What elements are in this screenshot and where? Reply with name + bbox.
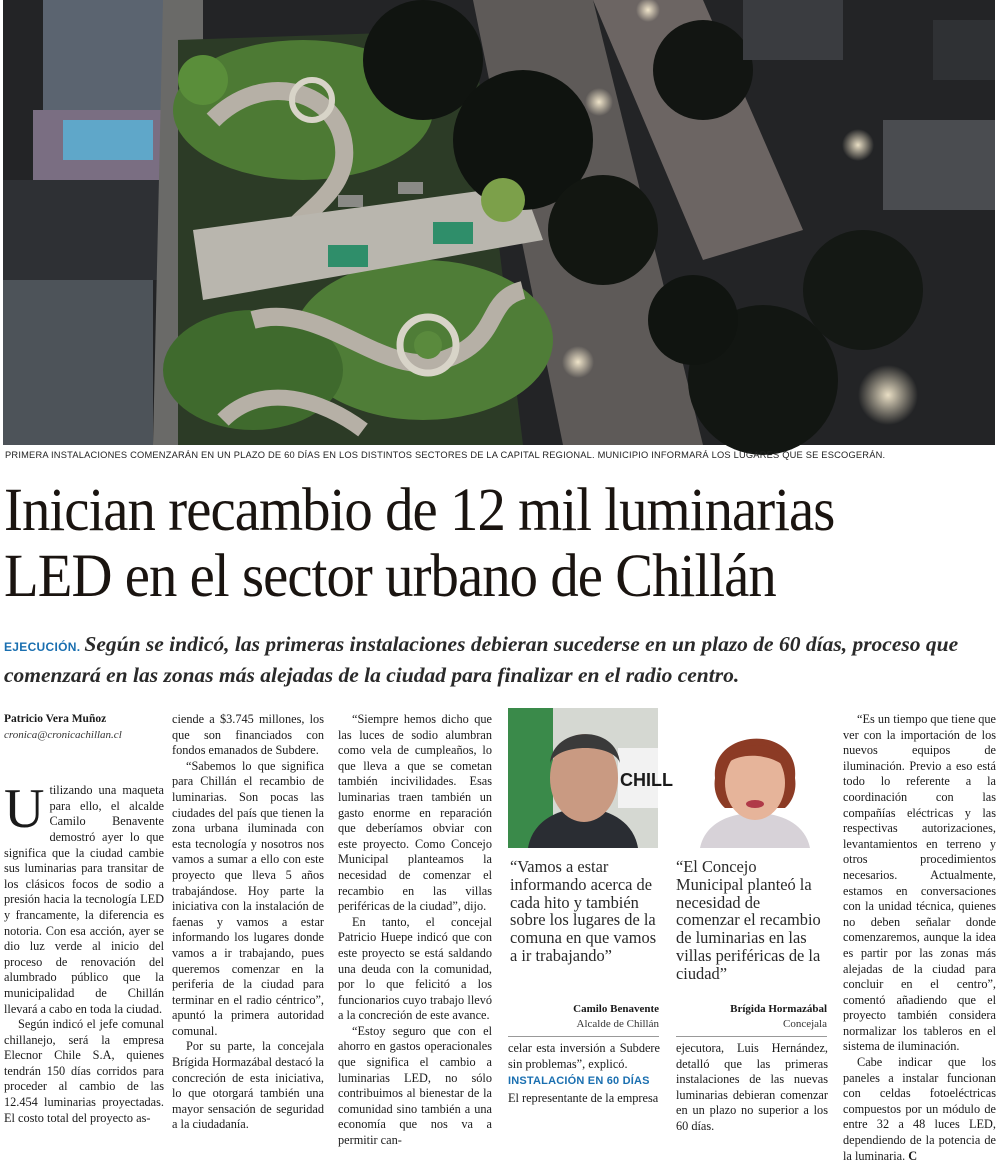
column-4 (508, 1041, 660, 1106)
deck-kicker: EJECUCIÓN. (4, 640, 81, 654)
col6-text-2: Cabe indicar que los paneles a instalar funcionan con celdas fotoeléctricas compuestos por un módulo de entre 32 a 48 luces LED, dependiendo de la potencia de la luminaria. (843, 1055, 996, 1163)
backdrop-text: CHILL (620, 770, 673, 790)
headline-line-1: Inician recambio de 12 mil luminarias (4, 477, 835, 544)
column-6 (843, 712, 996, 1164)
pull-quote-2: “El Concejo Municipal planteó la necesidad de comenzar el recambio de luminarias en las villas periféricas de la ciudad” (676, 857, 821, 983)
column-3 (338, 712, 492, 1149)
byline-author: Patricio Vera Muñoz (4, 713, 107, 725)
aerial-night-park-photo (3, 0, 995, 445)
col6-paragraph-1: “Es un tiempo que tiene que ver con la importación de los nuevos equipos de iluminación. Previo a eso está todo lo referente a la coordinación con las compañías eléctricas y las respectivas autorizaciones, levantamientos en terreno y otros procedimientos necesarios. Actualmente, estamos en conversaciones con la unidad técnica, quienes no deben señalar donde comenzaremos, aunque la idea es partir por las zonas más alejadas de la ciudad para concluir en el centro”, comentó añadiendo que el proyecto también considera normalizar los tableros en el sistema de iluminación. (843, 712, 996, 1054)
col6-paragraph-2 (843, 1055, 996, 1164)
quote-1-rule (508, 1036, 659, 1037)
column-2 (172, 712, 324, 1133)
article-photo (3, 0, 995, 445)
photo-caption: PRIMERA INSTALACIONES COMENZARÁN EN UN PLAZO DE 60 DÍAS EN LOS DISTINTOS SECTORES DE LA CAPITAL REGIONAL. MUNICIPIO INFORMARÁ LOS LUGARES QUE SE ESCOGERÁN. (5, 450, 886, 460)
column-1 (4, 712, 164, 1126)
col2-paragraph-3: Por su parte, la concejala Brígida Hormazábal destacó la concreción de esta iniciativa, lo que otorgará también una mayor sensación de seguridad a la ciudadanía. (172, 1039, 324, 1132)
end-mark: C (908, 1148, 918, 1163)
byline-email: cronica@cronicachillan.cl (4, 728, 122, 741)
deck-text: Según se indicó, las primeras instalaciones debieran sucederse en un plazo de 60 días, proceso que comenzará en las zonas más alejadas de la ciudad para finalizar en el radio centro. (4, 632, 959, 687)
portrait-woman-icon (690, 708, 820, 848)
subhead-instalacion: INSTALACIÓN EN 60 DÍAS (508, 1075, 650, 1088)
dropcap: U (4, 778, 45, 841)
portrait-brigida (690, 708, 820, 848)
col3-paragraph-1: “Siempre hemos dicho que las luces de sodio alumbran como vela de cumpleaños, lo que lleva a que se cometan también incivilidades. Esas luminarias traen también un gasto enorme en reparación que deberíamos obviar con este proyecto. Como Concejo Municipal planteamos la necesidad de comenzar el recambio en las villas periféricas de la ciudad”, dijo. (338, 712, 492, 914)
quote-1-role: Alcalde de Chillán (576, 1018, 659, 1030)
col3-paragraph-3: “Estoy seguro que con el ahorro en gastos operacionales que significa el cambio a luminarias LED, no sólo contribuimos al bienestar de la comunidad sino también a una economía que nos va a permitir can- (338, 1023, 492, 1148)
col1-text-1: tilizando una maqueta para ello, el alcalde Camilo Benavente demostró ayer lo que significa que la ciudad cambie sus luminarias para transitar de los clásicos focos de sodio a presión hacia la tecnología LED y francamente, la diferencia es notoria. Con esa acción, ayer se dio luz verde al inicio del proceso de renovación del alumbrado público que la municipalidad de Chillán llevará a cabo en toda la ciudad. (4, 783, 164, 1016)
col2-paragraph-2: “Sabemos lo que significa para Chillán el recambio de luminarias. Son pocas las ciudades del país que tienen la zona urbana iluminada con esta tecnología y nosotros nos vamos a sumar a ello con este proyecto que lleva 5 años trabajándose. Hoy parte la iniciativa con la instalación de faenas y vamos a estar informando los lugares donde vamos a ir trabajando, pues queremos comenzar en la periferia de la ciudad para terminar en el radio céntrico”, apuntó la primera autoridad comunal. (172, 758, 324, 1038)
headline-line-2: LED en el sector urbano de Chillán (4, 543, 776, 610)
headline (4, 478, 994, 610)
column-5 (676, 1041, 828, 1135)
deck (4, 630, 996, 689)
pull-quote-1: “Vamos a estar informando acerca de cada hito y también sobre los lugares de la comuna en que vamos a ir trabajando” (510, 857, 657, 965)
quote-2-rule (676, 1036, 827, 1037)
col3-paragraph-2: En tanto, el concejal Patricio Huepe indicó que con este proyecto se está saldando una deuda con la comunidad, por lo que felicitó a los funcionarios cuyo trabajo llevó a la concreción de este avance. (338, 914, 492, 1023)
col5-paragraph-1: ejecutora, Luis Hernández, detalló que las primeras instalaciones de las nuevas luminarias debieran comenzar en un plazo no superior a los 60 días. (676, 1041, 828, 1133)
col1-paragraph-2: Según indicó el jefe comunal chillanejo, será la empresa Elecnor Chile S.A, quienes tendrán 150 días corridos para proceder al cambio de las 12.454 luminarias proyectadas. El costo total del proyecto as- (4, 1017, 164, 1125)
quote-2-role: Concejala (783, 1018, 827, 1030)
portrait-camilo (508, 708, 673, 848)
col2-paragraph-1: ciende a $3.745 millones, los que son financiados con fondos emanados de Subdere. (172, 712, 324, 758)
quote-1-name: Camilo Benavente (573, 1003, 659, 1015)
col4-paragraph-2: El representante de la empresa (508, 1090, 659, 1105)
col1-paragraph-1 (4, 778, 164, 1017)
quote-2-name: Brígida Hormazábal (730, 1003, 827, 1015)
col4-paragraph-1: celar esta inversión a Subdere sin problemas”, explicó. (508, 1041, 660, 1071)
